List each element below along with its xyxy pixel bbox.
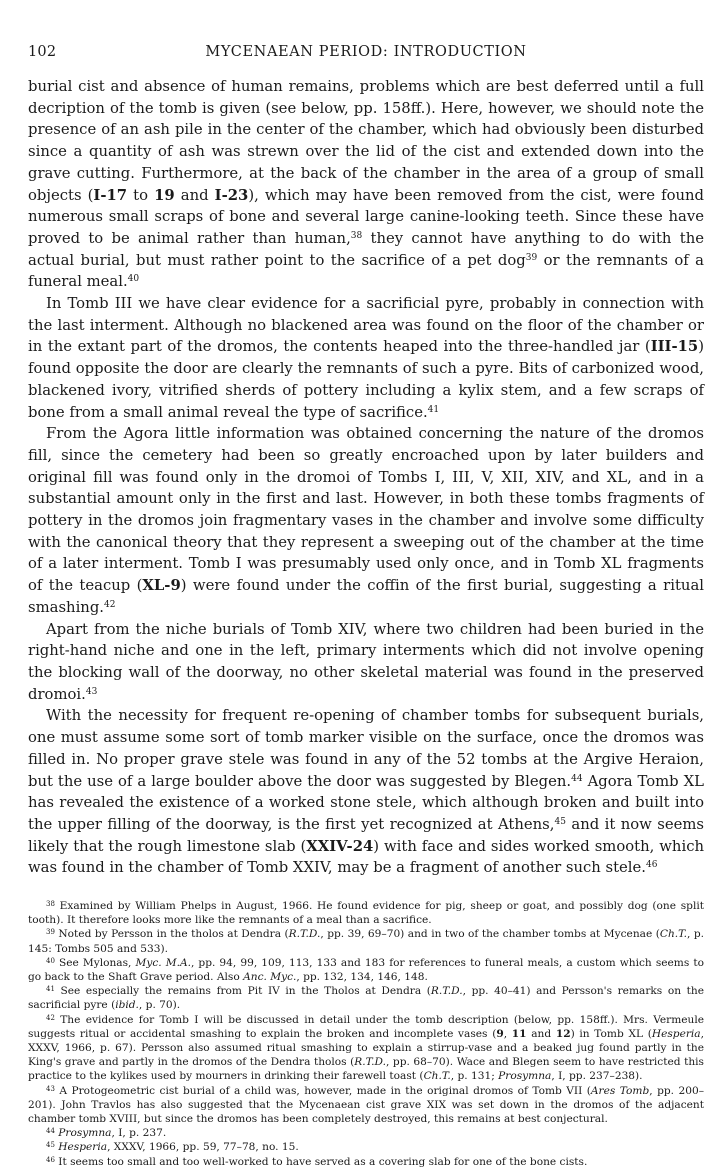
footnote-39: $^{39}$ Noted by Persson in the tholos at Dendra (R.T.D., pp. 39, 69–70) and in two of the chamber tombs at Mycenae (Ch.T., p. 145: Tombs 505 and 533). [28,928,705,955]
running-title: MYCENAEAN PERIOD: INTRODUCTION [205,44,527,60]
main-text [28,76,704,879]
paragraph: Apart from the niche burials of Tomb XIV, where two children had been buried in the right-hand niche and one in the left, primary interments which did not involve opening the blocking wall of the doorway, no other skeletal material was found in the preserved dromoi.$^{43}$ [28,620,704,703]
book-page [28,44,704,1169]
footnotes [28,899,704,1169]
footnote-43: $^{43}$ A Protogeometric cist burial of a child was, however, made in the original dromos of Tomb VII (Ares Tomb, pp. 200–201). John Travlos has also suggested that the Mycenaean cist grave XIX was set down in the dromos of the adjacent chamber tomb XVIII, but since the dromos has been completely destroyed, this remains at best conjectural. [28,1084,704,1126]
footnote-42: $^{42}$ The evidence for Tomb I will be discussed in detail under the tomb description (below, pp. 158ff.). Mrs. Vermeule suggests ritual or accidental smashing to explain the broken and incomplete vases (9, 11 and 12) in Tomb XL (Hesperia, XXXV, 1966, p. 67). Persson also assumed ritual smashing to explain a stirrup-vase and a beaked jug found partly in the King's grave and partly in the dromos of the Dendra tholos (R.T.D., pp. 68–70). Wace and Blegen seem to have restricted this practice to the kylikes used by mourners in drinking their farewell toast (Ch.T., p. 131; Prosymna, I, pp. 237–238). [28,1013,704,1083]
page-number: 102 [28,44,57,60]
footnote-46: $^{46}$ It seems too small and too well-worked to have served as a covering slab for one of the bone cists. [46,1155,588,1168]
paragraph: From the Agora little information was obtained concerning the nature of the dromos fill, since the cemetery had been so greatly encroached upon by later builders and original fill was found only in the dromoi of Tombs I, III, V, XII, XIV, and XL, and in a substantial amount only in the first and last. However, in both these tombs fragments of pottery in the dromos join fragmentary vases in the chamber and involve some difficulty with the canonical theory that they represent a sweeping out of the chamber at the time of a later interment. Tomb I was presumably used only once, and in Tomb XL fragments of the teacup (XL-9) were found under the coffin of the first burial, suggesting a ritual smashing.$^{42}$ [28,425,704,616]
paragraph: With the necessity for frequent re-opening of chamber tombs for subsequent burials, one must assume some sort of tomb marker visible on the surface, once the dromos was filled in. No proper grave stele was found in any of the 52 tombs at the Argive Heraion, but the use of a large boulder above the door was suggested by Blegen.$^{44}$ Agora Tomb XL has revealed the existence of a worked stone stele, which although broken and built into the upper filling of the doorway, is the first yet recognized at Athens,$^{45}$ and it now seems likely that the rough limestone slab (XXIV-24) with face and sides worked smooth, which was found in the chamber of Tomb XXIV, may be a fragment of another such stele.$^{46}$ [28,707,705,877]
running-header [28,44,704,66]
footnote-44: $^{44}$ Prosymna, I, p. 237. [46,1127,167,1140]
footnote-38: $^{38}$ Examined by William Phelps in August, 1966. He found evidence for pig, sheep or goat, and possibly dog (one split tooth). It therefore looks more like the remnants of a meal than a sacrifice. [28,900,704,927]
footnote-45: $^{45}$ Hesperia, XXXV, 1966, pp. 59, 77–78, no. 15. [46,1141,299,1154]
paragraph: burial cist and absence of human remains, problems which are best deferred until a full decription of the tomb is given (see below, pp. 158ff.). Here, however, we should note the presence of an ash pile in the center of the chamber, which had obviously been disturbed since a quantity of ash was strewn over the lid of the cist and extended down into the grave cutting. Furthermore, at the back of the chamber in the area of a group of small objects (I-17 to 19 and I-23), which may have been removed from the cist, were found numerous small scraps of bone and several large canine-looking teeth. Since these have proved to be animal rather than human,$^{38}$ they cannot have anything to do with the actual burial, but must rather point to the sacrifice of a pet dog$^{39}$ or the remnants of a funeral meal.$^{40}$ [28,78,705,291]
footnote-40: $^{40}$ See Mylonas, Myc. M.A., pp. 94, 99, 109, 113, 133 and 183 for references to funeral meals, a custom which seems to go back to the Shaft Grave period. Also Anc. Myc., pp. 132, 134, 146, 148. [28,956,705,984]
footnote-41: $^{41}$ See especially the remains from Pit IV in the Tholos at Dendra (R.T.D., pp. 40–41) and Persson's remarks on the sacrificial pyre (ibid., p. 70). [28,985,704,1012]
paragraph: In Tomb III we have clear evidence for a sacrificial pyre, probably in connection with the last interment. Although no blackened area was found on the floor of the chamber or in the extant part of the dromos, the contents heaped into the three-handled jar (III-15) found opposite the door are clearly the remnants of such a pyre. Bits of carbonized wood, blackened ivory, vitrified sherds of pottery including a kylix stem, and a few scraps of bone from a small animal reveal the type of sacrifice.$^{41}$ [28,295,704,421]
